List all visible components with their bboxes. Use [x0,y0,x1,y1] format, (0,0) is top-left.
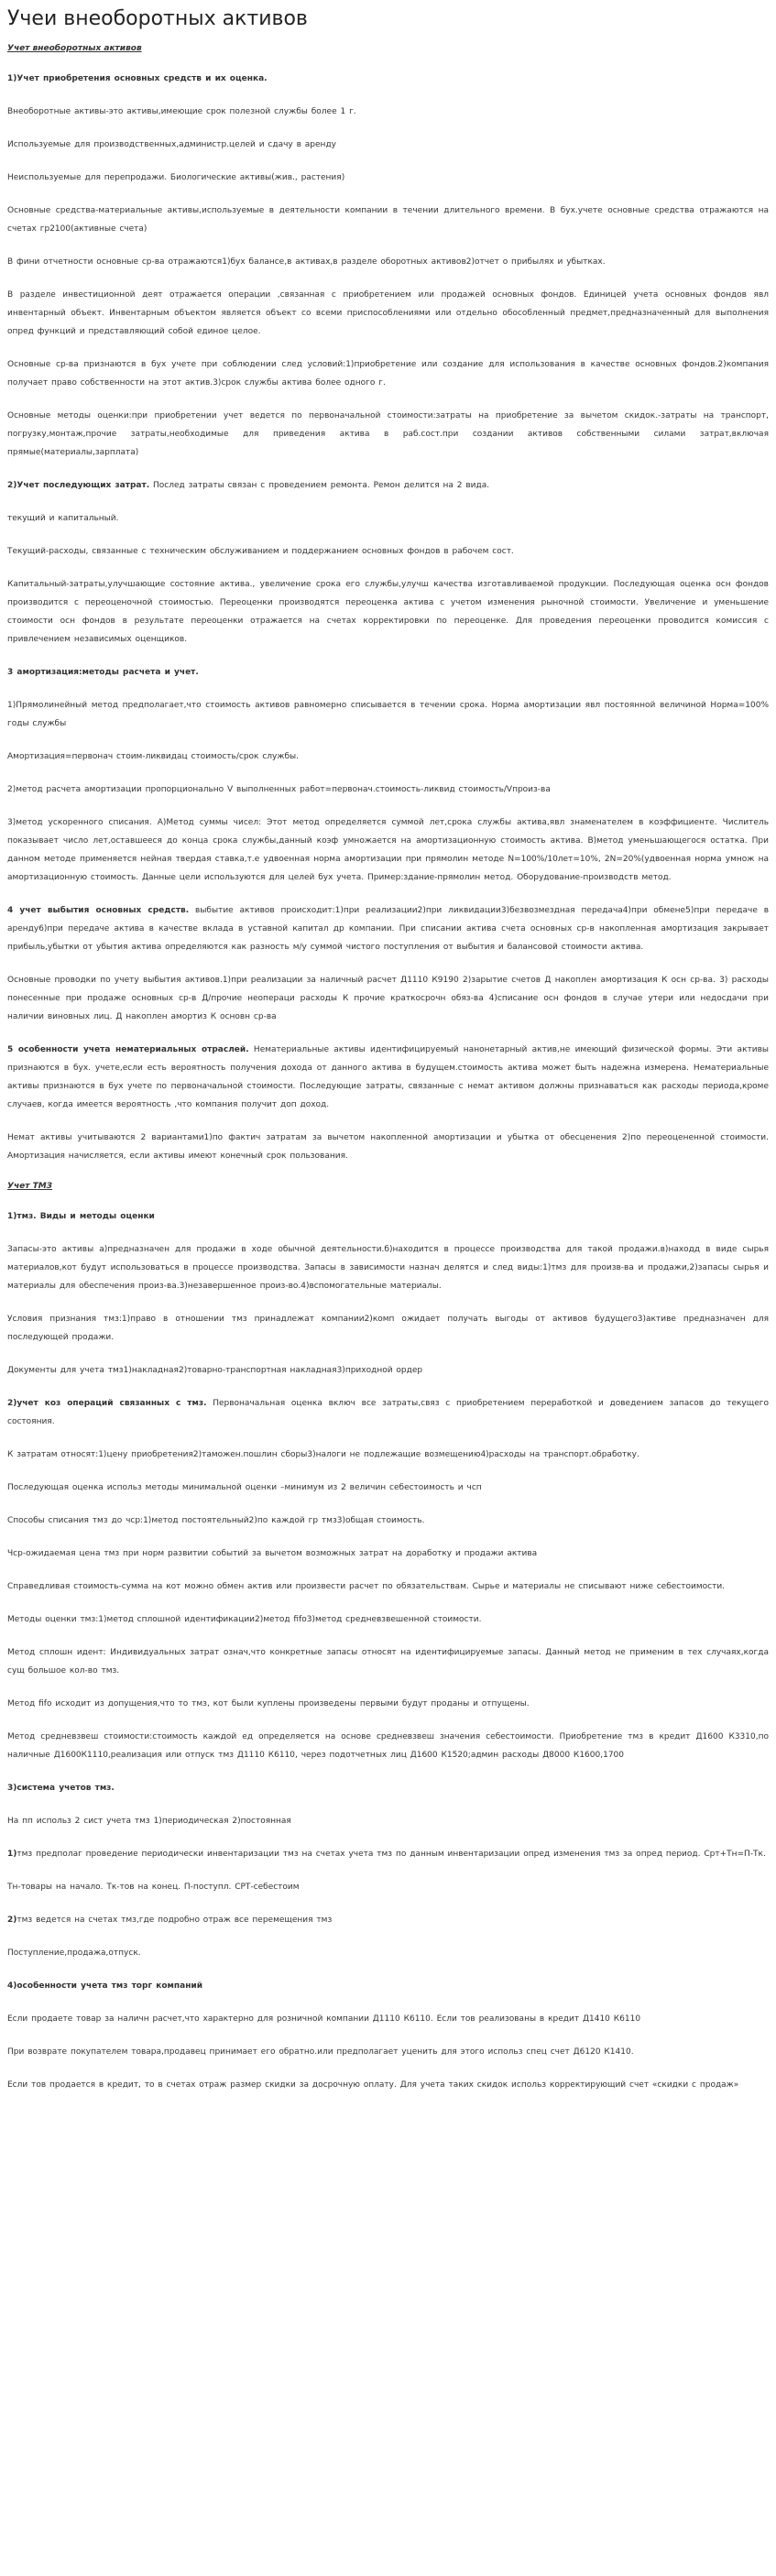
paragraph [7,971,769,1026]
paragraph-text: 2)метод расчета амортизации пропорционально V выполненных работ=первонач.стоимость-ликвид стоимость/Vпроиз-ва [7,785,551,794]
paragraph [7,1310,769,1347]
paragraph-bold-lead: 1) [7,1850,17,1859]
paragraph-text: Метод средневзвеш стоимости:стоимость каждой ед определяется на основе средневзвеш значения себестоимости. Приобретение тмз в кредит Д1600 К3310,по наличные Д1600К1110,реализация или отпуск тмз Д1110 К6110, через подотчетных лиц Д1600 К1520;админ расходы Д8000 К1600,1700 [7,1732,769,1760]
paragraph-text: Запасы-это активы а)предназначен для продажи в ходе обычной деятельности.б)находится в процессе производства для такой продажи.в)находд в виде сырья материалов,кот будут использоваться в процессе производства. Запасы в зависимости назнач делятся и след виды:1)тмз для произв-ва и продажи,2)запасы сырья и материалы для обеспечения произ-ва.3)незавершенное произ-во.4)вспомогательные материалы. [7,1245,769,1291]
paragraph-text: Текущий-расходы, связанные с техническим обслуживанием и поддержанием основных фондов в рабочем сост. [7,547,514,556]
paragraph [7,355,769,392]
paragraph-text: Основные проводки по учету выбытия активов.1)при реализации за наличный расчет Д1110 К9190 2)зарытие счетов Д накоплен амортизация К осн ср-ва. 3) расходы понесенные при продаже основных ср-в Д/прочие неопераци расходы К прочие краткосрочн обяз-ва 4)списание осн фондов в случае утери или недосдачи при наличии виновных лиц. Д накоплен амортиз К основн ср-ва [7,976,769,1021]
paragraph-text: Основные средства-материальные активы,используемые в деятельности компании в течении длительного времени. В бух.учете основные средства отражаются на счетах гр2100(активные счета) [7,206,769,234]
paragraph-text: Если продаете товар за наличн расчет,что характерно для розничной компании Д1110 К6110. Если тов реализованы в кредит Д1410 К6110 [7,2014,641,2024]
paragraph-text: Поступление,продажа,отпуск. [7,1948,141,1958]
paragraph-text: Нематериальные активы идентифицируемый нанонетарный актив,не имеющий физической формы. Эти активы признаются в бух. учете,если есть вероятность получения дохода от данного актива в будущем.стоимость актива может быть надежна измерена. Нематериальные активы признаются в бух учете по первоначальной стоимости. Последующие затраты, связанные с немат активом должны признаваться как расходы периода,кроме случаев, когда имеется вероятность ,что компания получит доп доход. [7,1045,770,1109]
paragraph-text: Методы оценки тмз:1)метод сплошной идентификации2)метод fifo3)метод средневзвешенной стоимости. [7,1615,482,1624]
paragraph [7,1944,769,1962]
paragraph [7,1361,769,1380]
paragraph [7,1610,769,1629]
paragraph [7,1643,769,1680]
paragraph-text: тмз ведется на счетах тмз,где подробно отраж все перемещения тмз [16,1916,333,1925]
paragraph-text: Способы списания тмз до чср:1)метод постоятельный2)по каждой гр тмз3)общая стоимость. [7,1516,425,1525]
paragraph-text: Условия признания тмз:1)право в отношении тмз принадлежат компании2)комп ожидает получать выгоды от активов будущего3)активе предназначен для последующей продажи. [7,1315,769,1342]
paragraph [7,813,769,887]
paragraph [7,1207,769,1226]
paragraph [7,169,769,187]
paragraph-text: Неиспользуемые для перепродажи. Биологические активы(жив., растения) [7,173,345,182]
paragraph-text: тмз предполаг проведение периодически инвентаризации тмз на счетах учета тмз по данным инвентаризации опред изменения тмз за опред период. Срт+Тн=П-Тк. [16,1850,766,1859]
paragraph-text: 3)метод ускоренного списания. А)Метод суммы чисел: Этот метод определяется суммой лет,срока службы актива,явл знаменателем в коэффициенте. Числитель показывает число лет,оставшееся до конца срока службы,данный коэф умножается на амортизационную стоимость актива. В)метод уменьшающегося остатка. При данном методе применяется нейная твердая ставка,т.е удвоенная норма амортизации при прямолин методе N=100%/10лет=10%, 2N=20%(удвоенная норма умнож на амортизационную стоимость. Данные цели используются для целей бух учета. Пример:здание-прямолин метод. Оборудование-производств метод. [7,818,769,882]
paragraph-text: В разделе инвестиционной деят отражается операции ,связанная с приобретением или продажей основных фондов. Единицей учета основных фондов явл инвентарный объект. Инвентарным объектом является объект со всеми приспособлениями или отдельно обособленный предмет,предназначенный для выполнения опред функций и представляющий собой единое целое. [7,290,769,336]
paragraph [7,2010,769,2028]
paragraph [7,696,769,733]
paragraph-bold-lead: 1)Учет приобретения основных средств и их оценка. [7,74,268,83]
paragraph-bold-lead: 3)система учетов тмз. [7,1784,115,1793]
paragraph [7,509,769,528]
paragraph [7,1394,769,1431]
paragraph [7,407,769,462]
paragraph-text: При возврате покупателем товара,продавец принимает его обратно.или предполагает уценить для этого использ спец счет Д6120 К1410. [7,2047,634,2057]
paragraph-text: Метод сплошн идент: Индивидуальных затрат означ,что конкретные запасы относят на идентифицируемые запасы. Данный метод не применим в тех случаях,когда сущ большое кол-во тмз. [7,1648,769,1675]
paragraph-bold-lead: 4)особенности учета тмз торг компаний [7,1981,203,1991]
paragraph [7,1129,769,1165]
paragraph-bold-lead: 5 особенности учета нематериальных отраслей. [7,1045,249,1054]
paragraph-bold-lead: 2) [7,1916,17,1925]
paragraph-text: Амортизация=первонач стоим-ликвидац стоимость/срок службы. [7,752,299,761]
paragraph-text: Метод fifo исходит из допущения,что то тмз, кот были куплены произведены первыми будут проданы и отпущены. [7,1699,530,1708]
paragraph-text: На пп использ 2 сист учета тмз 1)периодическая 2)постоянная [7,1817,291,1826]
paragraph-bold-lead: 3 амортизация:методы расчета и учет. [7,668,199,677]
paragraph [7,542,769,561]
paragraph-bold-lead: 2)Учет последующих затрат. [7,481,150,490]
paragraph-text: текущий и капитальный. [7,514,119,523]
paragraph-text: 1)Прямолинейный метод предполагает,что стоимость активов равномерно списывается в течении срока. Норма амортизации явл постоянной величиной Норма=100% годы службы [7,701,769,728]
paragraph-text: В фини отчетности основные ср-ва отражаются1)бух балансе,в активах,в разделе оборотных активов2)отчет о прибылях и убытках. [7,257,606,267]
document-body [7,42,769,2094]
paragraph [7,780,769,799]
paragraph [7,1779,769,1797]
paragraph [7,1479,769,1497]
paragraph-text: Первоначальная оценка включ все затраты,связ с приобретением переработкой и доведением запасов до текущего состояния. [7,1399,770,1426]
paragraph [7,663,769,682]
paragraph [7,1695,769,1713]
paragraph [7,1041,769,1114]
page-title: Учеи внеоборотных активов [7,7,308,30]
paragraph [7,136,769,154]
paragraph-bold-lead: 4 учет выбытия основных средств. [7,906,190,915]
paragraph-text: Основные ср-ва признаются в бух учете при соблюдении след условий:1)приобретение или создание для использования в качестве основных фондов.2)компания получает право собственности на этот актив.3)срок службы актива более одного г. [7,360,769,387]
paragraph-text: Используемые для производственных,администр.целей и сдачу в аренду [7,140,336,149]
paragraph-text: Тн-товары на начало. Тк-тов на конец. П-поступл. СРТ-себестоим [7,1883,300,1892]
paragraph [7,575,769,649]
paragraph [7,901,769,956]
paragraph [7,748,769,766]
paragraph-text: Если тов продается в кредит, то в счетах отраж размер скидки за досрочную оплату. Для учета таких скидок использ корректирующий счет «скидки с продаж» [7,2080,739,2090]
paragraph [7,1911,769,1929]
section-heading: Учет внеоборотных активов [7,44,142,53]
paragraph [7,1728,769,1764]
paragraph-text: Немат активы учитываются 2 вариантами1)по фактич затратам за вычетом накопленной амортизации и убытка от обесценения 2)по переоцененной стоимости. Амортизация начисляется, если активы имеют конечный срок пользования. [7,1133,769,1161]
paragraph-bold-lead: 1)тмз. Виды и методы оценки [7,1212,155,1221]
paragraph [7,2076,769,2094]
paragraph [7,1545,769,1563]
paragraph-bold-lead: 2)учет коз операций связанных с тмз. [7,1399,207,1408]
paragraph [7,1812,769,1830]
paragraph-text: Послед затраты связан с проведением ремонта. Ремон делится на 2 вида. [149,481,490,490]
paragraph [7,1446,769,1464]
paragraph [7,1577,769,1596]
paragraph-text: выбытие активов происходит:1)при реализации2)при ликвидации3)безвозмездная передача4)при обмене5)при передаче в аренду6)при передаче актива в качестве вклада в уставной капитал др компании. При списании актива счета основных ср-в накопленная амортизация закрывает прибыль,убытки от убытия актива определяются как разность м/у суммой чистого поступления от выбытия и балансовой стоимости актива. [7,906,770,952]
section-heading: Учет ТМЗ [7,1182,53,1191]
paragraph [7,1845,769,1863]
paragraph [7,2043,769,2061]
paragraph-text: Документы для учета тмз1)накладная2)товарно-транспортная накладная3)приходной ордер [7,1366,423,1375]
paragraph-text: Справедливая стоимость-сумма на кот можно обмен актив или произвести расчет по обязательствам. Сырье и материалы не списывают ниже себестоимости. [7,1582,726,1591]
paragraph [7,476,769,495]
paragraph-text: Внеоборотные активы-это активы,имеющие срок полезной службы более 1 г. [7,107,356,116]
paragraph-text: Основные методы оценки:при приобретении учет ведется по первоначальной стоимости:затраты на приобретение за вычетом скидок.-затраты на транспорт, погрузку,монтаж,прочие затраты,необходимые для приведения актива в раб.сост.при создании активов собственными силами затрат,включая прямые(материалы,зарплата) [7,411,769,457]
paragraph [7,286,769,341]
paragraph [7,103,769,121]
paragraph-text: К затратам относят:1)цену приобретения2)таможен.пошлин сборы3)налоги не подлежащие возмещению4)расходы на транспорт.обработку. [7,1450,639,1459]
paragraph-text: Чср-ожидаемая цена тмз при норм развитии событий за вычетом возможных затрат на доработку и продажи актива [7,1549,538,1558]
paragraph [7,253,769,271]
paragraph [7,70,769,88]
paragraph [7,1878,769,1896]
paragraph [7,1240,769,1295]
paragraph [7,202,769,238]
paragraph-text: Последующая оценка использ методы минимальной оценки –минимум из 2 величин себестоимость и чсп [7,1483,482,1492]
paragraph-text: Капитальный-затраты,улучшающие состояние актива., увеличение срока его службы,улучш качества изготавливаемой продукции. Последующая оценка осн фондов производится с переоценочной стоимостью. Переоценки производятся переоценка актива с учетом изменения рыночной стоимости. Увеличение и уменьшение стоимости осн фондов в результате переоценки отражается на счетах корректировки по переоценке. Для проведения переоценки проводится комиссия с привлечением независимых оценщиков. [7,580,769,644]
paragraph [7,1512,769,1530]
paragraph [7,1977,769,1995]
